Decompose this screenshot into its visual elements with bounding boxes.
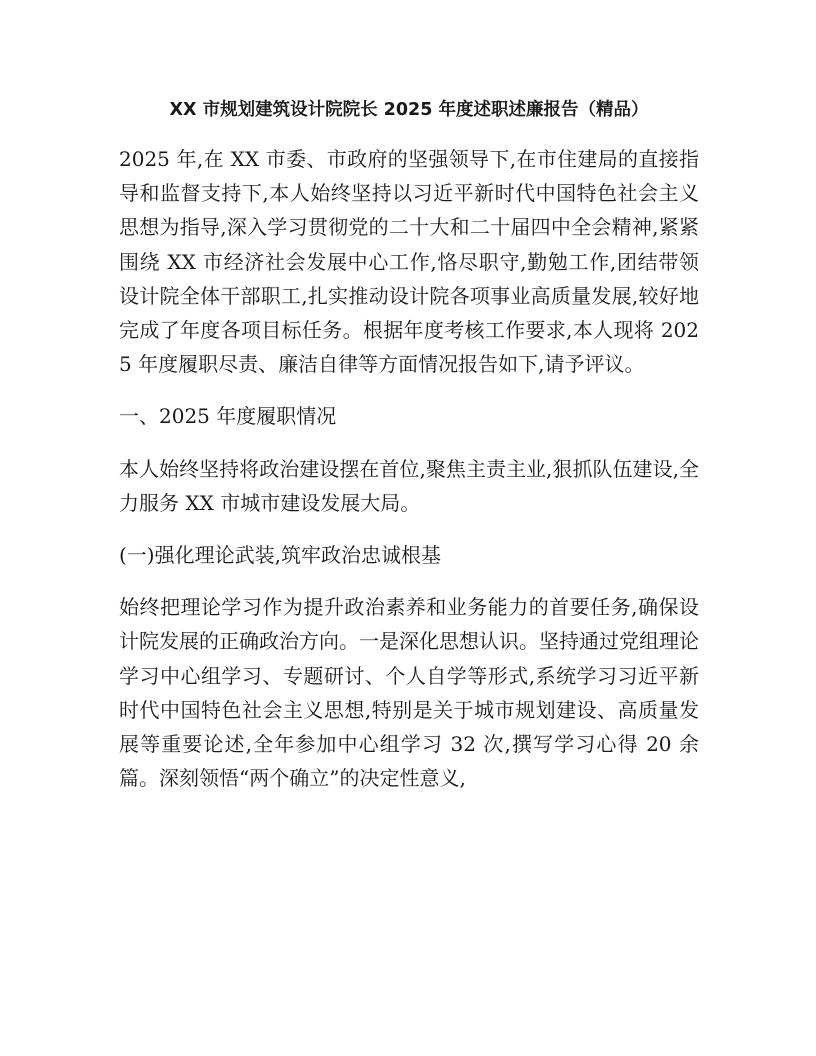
- document-title: XX 市规划建筑设计院院长 2025 年度述职述廉报告（精品）: [169, 100, 649, 120]
- section-1-paragraph: 本人始终坚持将政治建设摆在首位,聚焦主责主业,狠抓队伍建设,全力服务 XX 市城市建设发展大局。: [119, 456, 699, 515]
- subsection-1-paragraph: 始终把理论学习作为提升政治素养和业务能力的首要任务,确保设计院发展的正确政治方向。一是深化思想认识。坚持通过党组理论学习中心组学习、专题研讨、个人自学等形式,系统学习习近平新时代中国特色社会主义思想,特别是关于城市规划建设、高质量发展等重要论述,全年参加中心组学习 32 次,撰写学习心得 20 余篇。深刻领悟“两个确立”的决定性意义,: [119, 595, 699, 791]
- intro-paragraph: 2025 年,在 XX 市委、市政府的坚强领导下,在市住建局的直接指导和监督支持下,本人始终坚持以习近平新时代中国特色社会主义思想为指导,深入学习贯彻党的二十大和二十届四中全会精神,紧紧围绕 XX 市经济社会发展中心工作,恪尽职守,勤勉工作,团结带领设计院全体干部职工,扎实推动设计院各项事业高质量发展,较好地完成了年度各项目标任务。根据年度考核工作要求,本人现将 2025 年度履职尽责、廉洁自律等方面情况报告如下,请予评议。: [119, 147, 699, 377]
- subsection-heading-1: (一)强化理论武装,筑牢政治忠诚根基: [119, 543, 441, 568]
- section-heading-1: 一、2025 年度履职情况: [119, 404, 337, 429]
- document-page: [119, 92, 699, 813]
